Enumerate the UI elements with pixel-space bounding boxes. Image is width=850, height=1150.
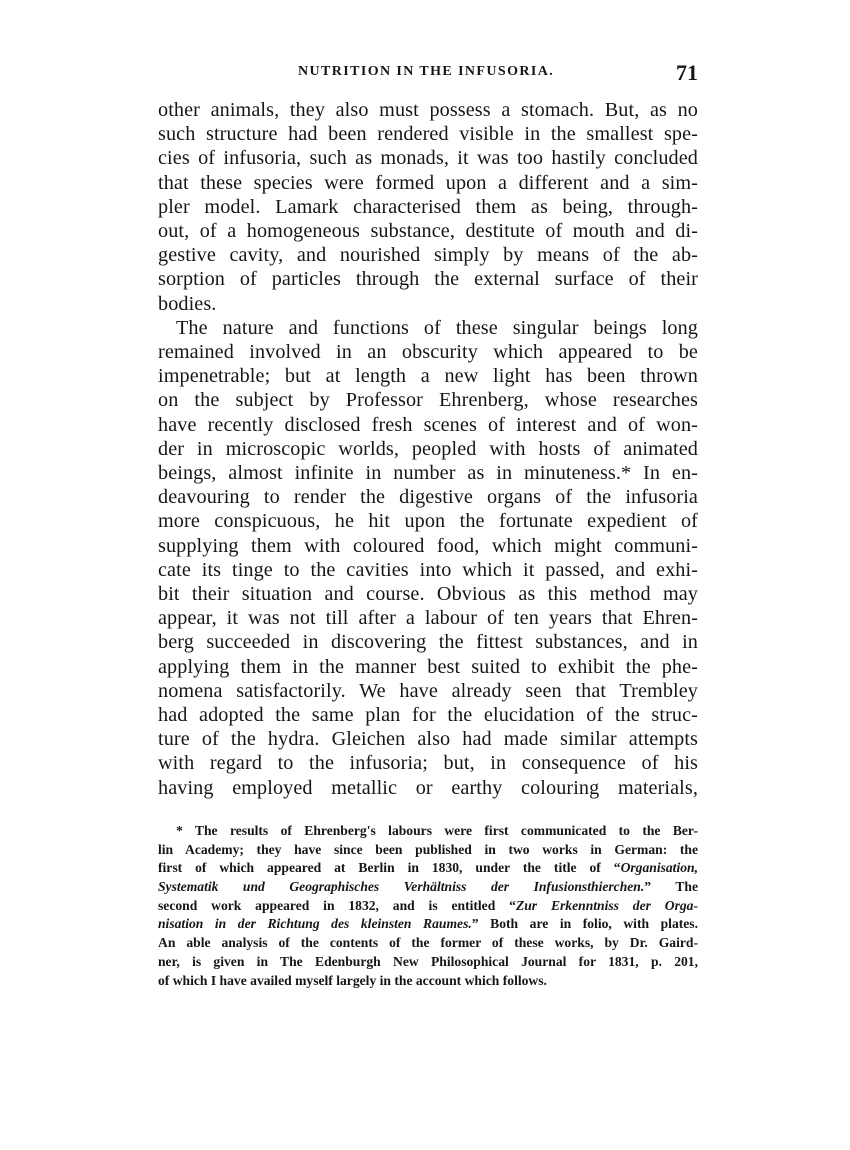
- footnote-text: first of which appeared at Berlin in 1830, under the title of “: [158, 860, 621, 876]
- footnote-line: lin Academy; they have since been published in two works in German: the: [158, 841, 698, 857]
- body-text: [158, 98, 698, 800]
- text-line: der in microscopic worlds, peopled with hosts of animated: [158, 437, 698, 460]
- running-head: [158, 62, 698, 88]
- text-line: on the subject by Professor Ehrenberg, whose researches: [158, 389, 698, 412]
- text-line: with regard to the infusoria; but, in consequence of his: [158, 752, 698, 775]
- text-line: berg succeeded in discovering the fittest substances, and in: [158, 631, 698, 654]
- text-line: such structure had been rendered visible in the smallest spe-: [158, 123, 698, 146]
- text-line: that these species were formed upon a different and a sim-: [158, 171, 698, 194]
- text-line: The nature and functions of these singular beings long: [176, 316, 698, 339]
- text-line: deavouring to render the digestive organs of the infusoria: [158, 486, 698, 509]
- running-title: NUTRITION IN THE INFUSORIA.: [298, 64, 555, 79]
- book-page: [158, 62, 698, 990]
- footnote-text: ” Both are in folio, with plates.: [471, 916, 698, 932]
- text-line: nomena satisfactorily. We have already seen that Trembley: [158, 679, 698, 702]
- footnote-line: [158, 897, 698, 916]
- footnote-text: ” The: [644, 879, 698, 894]
- text-line: beings, almost infinite in number as in minuteness.* In en-: [158, 462, 698, 485]
- paragraph-2: [158, 316, 698, 800]
- text-line: had adopted the same plan for the elucidation of the struc-: [158, 704, 698, 727]
- footnote-line: ner, is given in The Edenburgh New Philosophical Journal for 1831, p. 201,: [158, 953, 698, 969]
- text-line: other animals, they also must possess a stomach. But, as no: [158, 99, 698, 121]
- text-line: sorption of particles through the external surface of their: [158, 268, 698, 291]
- text-line: bodies.: [158, 292, 217, 315]
- footnote-title-italic: Zur Erkenntniss der Orga-: [515, 897, 698, 913]
- text-line: bit their situation and course. Obvious as this method may: [158, 583, 698, 606]
- footnote-line: [158, 878, 698, 897]
- footnote-line: An able analysis of the contents of the former of these works, by Dr. Gaird-: [158, 935, 698, 951]
- footnote-text: second work appeared in 1832, and is entitled “: [158, 897, 516, 913]
- page-number: 71: [676, 60, 698, 85]
- footnote-line: * The results of Ehrenberg's labours were first communicated to the Ber-: [176, 822, 698, 838]
- text-line: ture of the hydra. Gleichen also had made similar attempts: [158, 728, 698, 751]
- footnote-title-italic: Organisation,: [620, 860, 698, 876]
- footnote-line: of which I have availed myself largely in the account which follows.: [158, 972, 547, 988]
- paragraph-1: [158, 98, 698, 316]
- footnote-title-italic: Systematik und Geographisches Verhältniss der Infusionsthierchen.: [158, 879, 645, 894]
- footnote-line: [158, 915, 698, 934]
- text-line: pler model. Lamark characterised them as being, through-: [158, 195, 698, 218]
- text-line: remained involved in an obscurity which appeared to be: [158, 341, 698, 364]
- footnote-title-italic: nisation in der Richtung des kleinsten Raumes.: [158, 916, 472, 932]
- text-line: gestive cavity, and nourished simply by means of the ab-: [158, 244, 698, 267]
- text-line: cies of infusoria, such as monads, it was too hastily concluded: [158, 147, 698, 170]
- text-line: cate its tinge to the cavities into which it passed, and exhi-: [158, 558, 698, 581]
- text-line: applying them in the manner best suited to exhibit the phe-: [158, 655, 698, 678]
- text-line: having employed metallic or earthy colouring materials,: [158, 776, 698, 799]
- text-line: have recently disclosed fresh scenes of interest and of won-: [158, 413, 698, 436]
- footnote-line: [158, 859, 698, 878]
- footnote: [158, 822, 698, 990]
- text-line: supplying them with coloured food, which might communi-: [158, 534, 698, 557]
- text-line: out, of a homogeneous substance, destitute of mouth and di-: [158, 220, 698, 243]
- text-line: appear, it was not till after a labour of ten years that Ehren-: [158, 607, 698, 630]
- text-line: more conspicuous, he hit upon the fortunate expedient of: [158, 510, 698, 533]
- text-line: impenetrable; but at length a new light has been thrown: [158, 365, 698, 388]
